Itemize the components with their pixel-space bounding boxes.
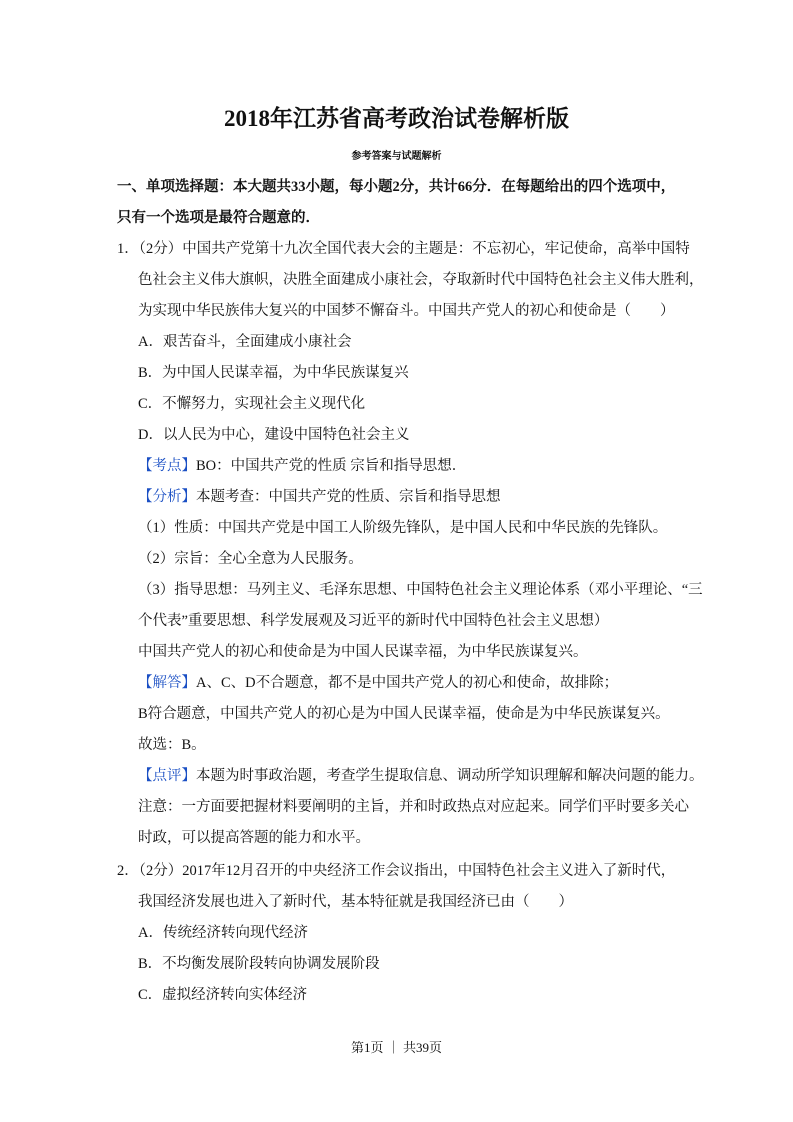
jieda-tag: 【解答】 [138,675,196,691]
section-heading: 只有一个选项是最符合题意的． [117,210,320,226]
dianping-text: 本题为时事政治题，考查学生提取信息、调动所学知识理解和解决问题的能力。 [196,768,704,784]
question-1-stem: 色社会主义伟大旗帜，决胜全面建成小康社会，夺取新时代中国特色社会主义伟大胜利， [138,272,704,288]
fenxi-detail: 个代表”重要思想、科学发展观及习近平的新时代中国特色社会主义思想） [138,613,609,629]
jieda-detail: B符合题意，中国共产党人的初心是为中国人民谋幸福，使命是为中华民族谋复兴。 [138,706,670,722]
question-2-stem: 2．（2分）2017年12月召开的中央经济工作会议指出，中国特色社会主义进入了新时代， [117,863,676,879]
kaodian-tag: 【考点】 [138,458,196,474]
question-1-option-d: D．以人民为中心，建设中国特色社会主义 [138,427,410,443]
kaodian-line [117,451,697,482]
question-1-stem: 为实现中华民族伟大复兴的中国梦不懈奋斗。中国共产党人的初心和使命是（ ） [138,303,675,319]
fenxi-text: 本题考查：中国共产党的性质、宗旨和指导思想 [196,489,501,505]
fenxi-detail: （2）宗旨：全心全意为人民服务。 [138,551,363,567]
kaodian-text: BO：中国共产党的性质 宗旨和指导思想． [196,458,467,474]
section-heading: 一、单项选择题：本大题共33小题，每小题2分，共计66分．在每题给出的四个选项中， [117,179,676,195]
document-subtitle: 参考答案与试题解析 [351,151,442,162]
question-1-option-a: A．艰苦奋斗，全面建成小康社会 [138,334,352,350]
jieda-text: A、C、D不合题意，都不是中国共产党人的初心和使命，故排除； [196,675,619,691]
dianping-detail: 注意：一方面要把握材料要阐明的主旨，并和时政热点对应起来。同学们平时要多关心 [138,799,689,815]
dianping-tag: 【点评】 [138,768,196,784]
jieda-detail: 故选：B。 [138,737,206,753]
fenxi-detail: 中国共产党人的初心和使命是为中国人民谋幸福，为中华民族谋复兴。 [138,644,588,660]
question-1-option-b: B．为中国人民谋幸福，为中华民族谋复兴 [138,365,409,381]
fenxi-detail: （3）指导思想：马列主义、毛泽东思想、中国特色社会主义理论体系（邓小平理论、“三 [138,582,703,598]
question-2-option-b: B．不均衡发展阶段转向协调发展阶段 [138,956,380,972]
dianping-detail: 时政，可以提高答题的能力和水平。 [138,830,370,846]
page-footer: 第1页 ｜ 共39页 [350,1040,442,1055]
fenxi-tag: 【分析】 [138,489,196,505]
question-2-option-a: A．传统经济转向现代经济 [138,925,308,941]
document-title: 2018年江苏省高考政治试卷解析版 [224,106,569,131]
question-2-stem: 我国经济发展也进入了新时代，基本特征就是我国经济已由（ ） [138,894,573,910]
jieda-line [117,668,697,699]
dianping-line [117,761,704,792]
fenxi-line [117,482,697,513]
document-body [117,172,704,1011]
question-1-option-c: C．不懈努力，实现社会主义现代化 [138,396,366,412]
fenxi-detail: （1）性质：中国共产党是中国工人阶级先锋队，是中国人民和中华民族的先锋队。 [138,520,668,536]
question-1-stem: 1．（2分）中国共产党第十九次全国代表大会的主题是：不忘初心，牢记使命，高举中国特 [117,241,690,257]
question-2-option-c: C．虚拟经济转向实体经济 [138,987,308,1003]
